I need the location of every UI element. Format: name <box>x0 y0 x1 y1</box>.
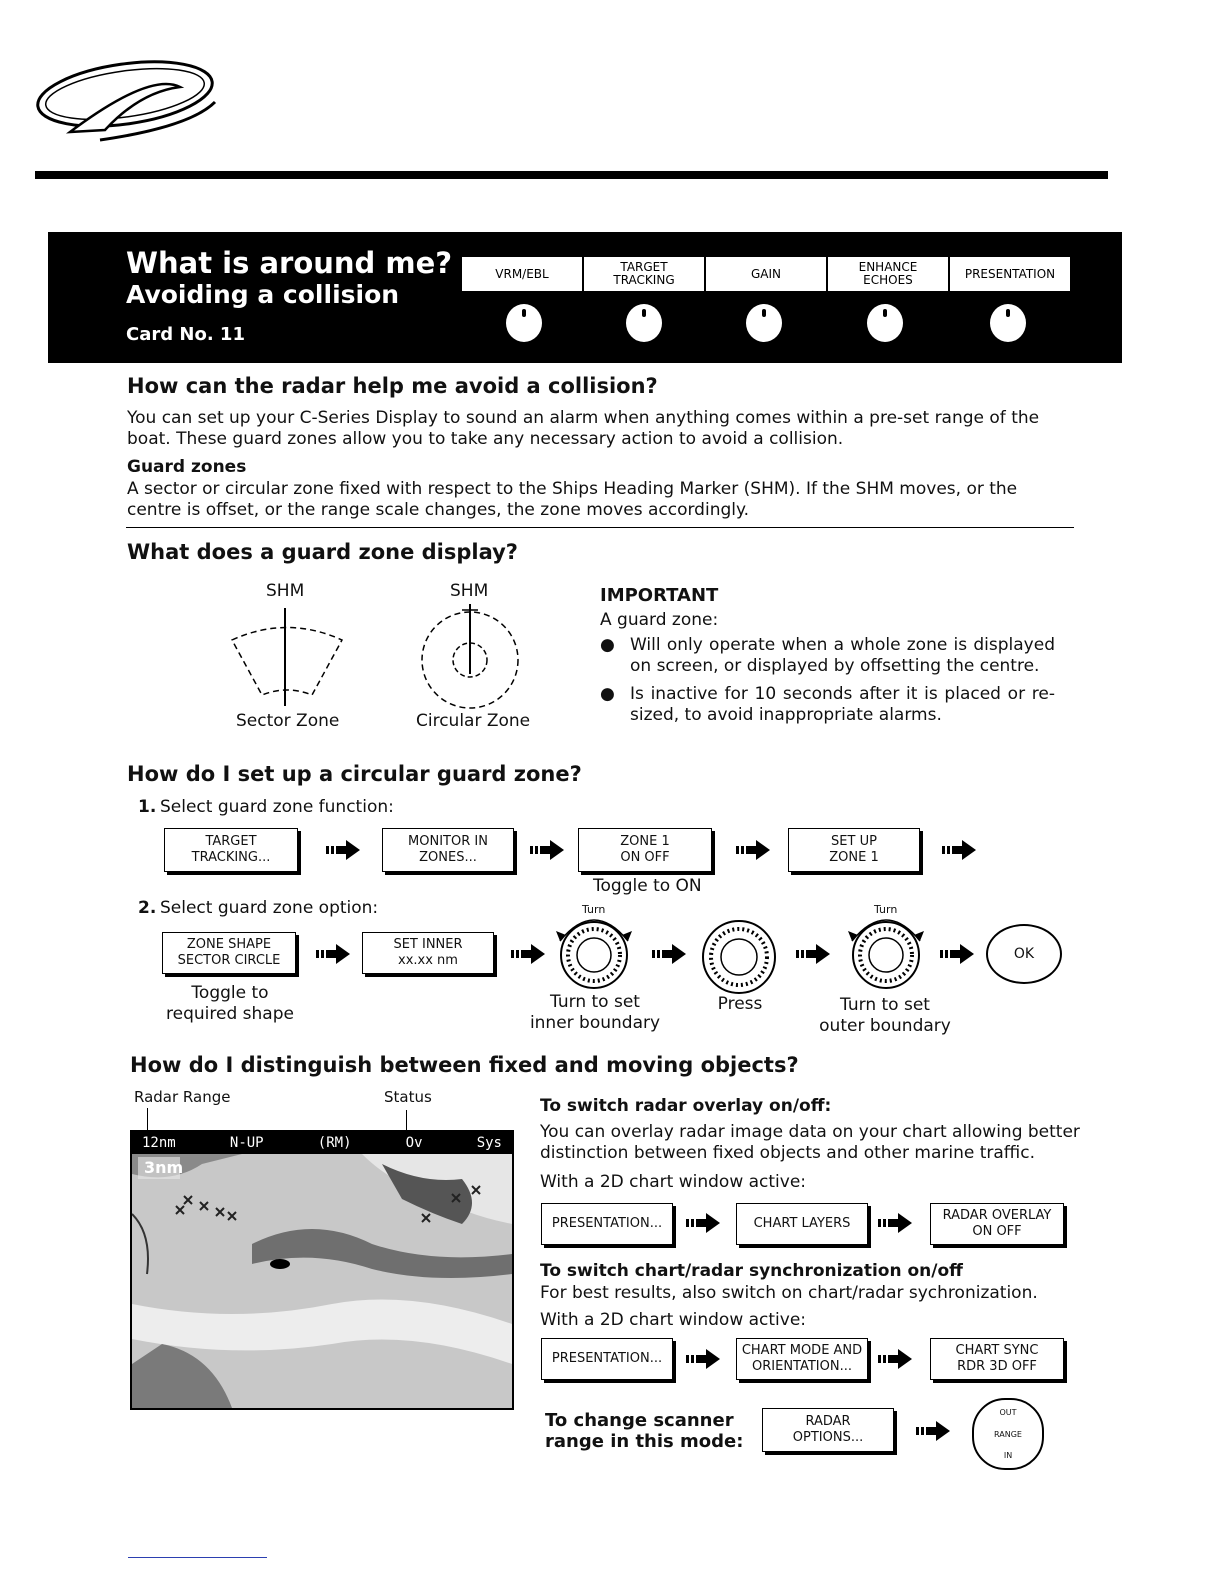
important-intro: A guard zone: <box>600 610 719 630</box>
section-heading: How do I distinguish between fixed and moving objects? <box>130 1053 799 1077</box>
important-bullet: ● Is inactive for 10 seconds after it is placed or re-sized, to avoid inappropriate alarms. <box>600 684 1055 725</box>
sync-heading: To switch chart/radar synchronization on/off <box>540 1261 963 1281</box>
softkey-vrm-ebl[interactable]: VRM/EBL <box>495 266 549 281</box>
step-caption: Press <box>717 994 763 1014</box>
softkey-button-icon[interactable] <box>867 304 903 342</box>
set-up-zone1-softkey[interactable]: SET UP ZONE 1 <box>788 828 920 872</box>
radar-options-softkey[interactable]: RADAR OPTIONS... <box>762 1408 894 1452</box>
softkey-button-icon[interactable] <box>626 304 662 342</box>
sector-zone-label: Sector Zone <box>236 711 340 731</box>
important-heading: IMPORTANT <box>600 585 719 606</box>
circular-zone-diagram <box>410 602 530 714</box>
rotary-knob-icon[interactable] <box>838 905 934 1001</box>
step-caption: Turn to set inner boundary <box>529 992 661 1033</box>
softkey-bar <box>462 257 1070 291</box>
shm-label: SHM <box>450 581 489 601</box>
presentation-softkey[interactable]: PRESENTATION... <box>541 1203 673 1245</box>
softkey-target-tracking[interactable]: TARGET TRACKING <box>582 257 704 291</box>
arrow-right-icon <box>940 944 974 964</box>
bullet-text: Is inactive for 10 seconds after it is placed or re-sized, to avoid inappropriate alarms. <box>630 684 1055 725</box>
chart-sync-softkey[interactable]: CHART SYNC RDR 3D OFF <box>930 1338 1064 1380</box>
arrow-right-icon <box>942 840 976 860</box>
card-banner <box>48 232 1122 363</box>
softkey-button-icon[interactable] <box>990 304 1026 342</box>
section-heading: How can the radar help me avoid a collision? <box>127 374 658 398</box>
range-key[interactable] <box>972 1398 1044 1470</box>
softkey-gain[interactable]: GAIN <box>704 257 826 291</box>
arrow-right-icon <box>511 944 545 964</box>
chart-radar-image <box>132 1154 512 1408</box>
chart-mode-softkey[interactable]: CHART MODE AND ORIENTATION... <box>736 1338 868 1380</box>
section-heading: How do I set up a circular guard zone? <box>127 762 582 786</box>
arrow-right-icon <box>316 944 350 964</box>
arrow-right-icon <box>686 1213 720 1233</box>
radar-range-label: Radar Range <box>134 1088 231 1106</box>
circular-zone-label: Circular Zone <box>416 711 531 731</box>
toggle-caption: Toggle to ON <box>593 876 702 896</box>
radar-screen-range: 3nm <box>144 1158 184 1177</box>
arrow-right-icon <box>796 944 830 964</box>
step-caption: Toggle to required shape <box>166 983 294 1024</box>
sync-instruction: With a 2D chart window active: <box>540 1310 807 1330</box>
turn-label: Turn <box>582 903 606 916</box>
card-title: What is around me? <box>126 246 453 280</box>
subheading: Guard zones <box>127 457 247 477</box>
arrow-right-icon <box>530 840 564 860</box>
presentation-softkey[interactable]: PRESENTATION... <box>541 1338 673 1380</box>
range-heading: To change scanner range in this mode: <box>545 1410 744 1452</box>
softkey-button-icon[interactable] <box>746 304 782 342</box>
important-bullet: ● Will only operate when a whole zone is displayed on screen, or displayed by offsetting the centre. <box>600 635 1055 676</box>
header-rule <box>35 171 1108 179</box>
step-caption: Turn to set outer boundary <box>819 995 951 1036</box>
step-text: Select guard zone function: <box>160 797 394 817</box>
arrow-right-icon <box>326 840 360 860</box>
bullet-text: Will only operate when a whole zone is displayed on screen, or displayed by offsetting the centre. <box>630 635 1055 676</box>
softkey-button-icon[interactable] <box>506 304 542 342</box>
section-body: You can set up your C-Series Display to sound an alarm when anything comes within a pre-set range of the boat. These guard zones allow you to take any necessary action to avoid a collision. <box>127 408 1040 449</box>
overlay-heading: To switch radar overlay on/off: <box>540 1096 832 1116</box>
range-in-label: IN <box>1003 1451 1013 1460</box>
radar-orientation: N-UP <box>229 1135 264 1151</box>
arrow-right-icon <box>652 944 686 964</box>
softkey-enhance-echoes[interactable]: ENHANCE ECHOES <box>826 257 948 291</box>
arrow-right-icon <box>916 1421 950 1441</box>
shm-label: SHM <box>266 581 305 601</box>
rotary-knob-press-icon[interactable] <box>700 918 778 996</box>
footer-link-line <box>128 1557 267 1558</box>
radar-overlay-status: Ov <box>405 1135 423 1151</box>
rotary-knob-icon[interactable] <box>546 905 642 1001</box>
brand-logo <box>30 52 220 147</box>
step-text: Select guard zone option: <box>160 898 379 918</box>
arrow-right-icon <box>878 1213 912 1233</box>
turn-label: Turn <box>874 903 898 916</box>
radar-system-status: Sys <box>476 1135 502 1151</box>
monitor-in-zones-softkey[interactable]: MONITOR IN ZONES... <box>382 828 514 872</box>
sector-zone-diagram <box>222 600 352 710</box>
card-subtitle: Avoiding a collision <box>126 280 400 309</box>
range-out-label: OUT <box>999 1408 1017 1417</box>
subheading-body: A sector or circular zone fixed with respect to the Ships Heading Marker (SHM). If the SHM moves, or the centre is offset, or the range scale changes, the zone moves accordingly. <box>127 479 1018 520</box>
zone1-toggle-softkey[interactable]: ZONE 1 ON OFF <box>578 828 712 872</box>
radar-screenshot <box>130 1130 514 1410</box>
zone-shape-softkey[interactable]: ZONE SHAPE SECTOR CIRCLE <box>162 932 296 974</box>
card-number: Card No. 11 <box>126 324 245 345</box>
chart-layers-softkey[interactable]: CHART LAYERS <box>736 1203 868 1245</box>
section-heading: What does a guard zone display? <box>127 540 518 564</box>
set-inner-softkey[interactable]: SET INNER xx.xx nm <box>362 932 494 974</box>
radar-status-bar <box>132 1132 512 1154</box>
arrow-right-icon <box>736 840 770 860</box>
sync-body: For best results, also switch on chart/radar sychronization. <box>540 1283 1038 1303</box>
status-label: Status <box>384 1088 432 1106</box>
softkey-presentation[interactable]: PRESENTATION <box>948 257 1070 291</box>
radar-motion-mode: (RM) <box>317 1135 352 1151</box>
divider <box>126 527 1074 528</box>
step-number: 1. <box>138 797 157 817</box>
radar-range-readout: 12nm <box>142 1135 176 1151</box>
step-number: 2. <box>138 898 157 918</box>
overlay-body: You can overlay radar image data on your chart allowing better distinction between fixed objects and other marine traffic. <box>540 1122 1080 1163</box>
arrow-right-icon <box>878 1349 912 1369</box>
range-label: RANGE <box>994 1429 1022 1439</box>
overlay-instruction: With a 2D chart window active: <box>540 1172 807 1192</box>
target-tracking-softkey[interactable]: TARGET TRACKING... <box>164 828 298 872</box>
arrow-right-icon <box>686 1349 720 1369</box>
radar-overlay-softkey[interactable]: RADAR OVERLAY ON OFF <box>930 1203 1064 1245</box>
ok-button[interactable]: OK <box>986 924 1062 984</box>
